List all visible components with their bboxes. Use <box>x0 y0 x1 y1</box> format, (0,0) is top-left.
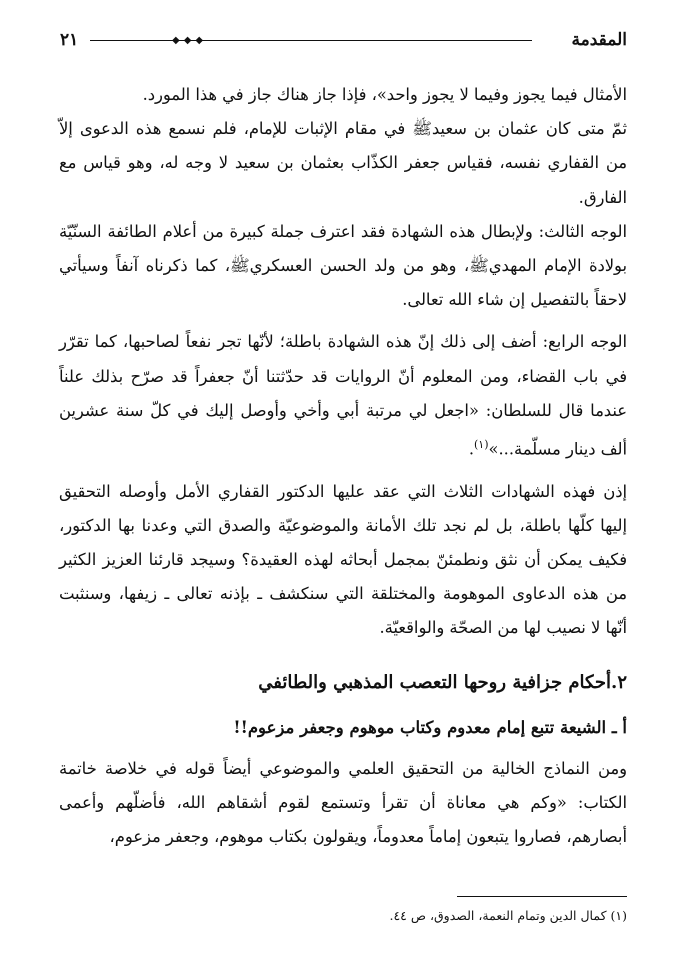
continuation-text <box>59 752 627 855</box>
page-header <box>60 30 627 56</box>
paragraph: الوجه الثالث: ولإبطال هذه الشهادة فقد اعترف جملة كبيرة من أعلام الطائفة السنّيّة بولادة الإمام المهديﷺ، وهو من ولد الحسن العسكريﷺ، كما ذكرناه آنفاً وسيأتي لاحقاً بالتفصيل إن شاء الله تعالى. <box>59 221 627 310</box>
paragraph: إذن فهذه الشهادات الثلاث التي عقد عليها الدكتور القفاري الأمل وأوصله التحقيق إليها كلّها باطلة، بل لم نجد تلك الأمانة والموضوعيّة والصدق التي وعدنا بها الدكتور، فكيف يمكن أن نثق ونطمئنّ بمجمل أبحاثه لهذه العقيدة؟ وسيجد قارئنا العزيز الكثير من هذه الدعاوى الموهومة والمختلقة التي سنكشف ـ بإذنه تعالى ـ زيفها، وسنثبت أنّها لا نصيب لها من الصحّة والواقعيّة. <box>59 481 627 638</box>
header-rule <box>90 40 532 41</box>
footnote: (١) كمال الدين وتمام النعمة، الصدوق، ص ٤٤. <box>389 908 627 923</box>
header-ornament-icon: ◆◆◆ <box>172 35 208 46</box>
sub-heading: أ ـ الشيعة تتبع إمام معدوم وكتاب موهوم وجعفر مزعوم!! <box>233 718 627 737</box>
footnote-reference: (١) <box>474 438 489 452</box>
running-title: المقدمة <box>571 30 627 50</box>
main-text <box>59 78 627 646</box>
section-heading: ٢.أحكام جزافية روحها التعصب المذهبي والطائفي <box>258 672 627 693</box>
paragraph: الأمثال فيما يجوز وفيما لا يجوز واحد»، فإذا جاز هناك جاز في هذا المورد. <box>142 85 627 104</box>
page-number: ٢١ <box>60 30 79 50</box>
paragraph: الوجه الرابع: أضف إلى ذلك إنّ هذه الشهادة باطلة؛ لأنّها تجر نفعاً لصاحبها، كما تقرّر في باب القضاء، ومن المعلوم أنّ الروايات قد حدّثتنا أنّ جعفراً قد صرّح بذلك علناً عندما قال للسلطان: «اجعل لي مرتبة أبي وأخي وأوصل إليك في كلّ سنة عشرين ألف دينار مسلّمة...»$^{(١)}$. <box>59 332 627 459</box>
footnote-divider <box>457 896 627 897</box>
paragraph: ومن النماذج الخالية من التحقيق العلمي والموضوعي أيضاً قوله في خلاصة خاتمة الكتاب: «وكم هي معاناة أن تقرأ وتستمع لقوم أشقاهم الله، فأضلّهم وأعمى أبصارهم، فصاروا يتبعون إماماً معدوماً، ويقولون بكتاب موهوم، وجعفر مزعوم، <box>59 759 627 847</box>
paragraph: ثمّ متى كان عثمان بن سعيدﷺ في مقام الإثبات للإمام، فلم نسمع هذه الدعوى إلاّ من القفاري نفسه، فقياس جعفر الكذّاب بعثمان بن سعيد لا وجه له، وهو قياس مع الفارق. <box>59 119 627 207</box>
paragraph-text: الوجه الرابع: أضف إلى ذلك إنّ هذه الشهادة باطلة؛ لأنّها تجر نفعاً لصاحبها، كما تقرّر في باب القضاء، ومن المعلوم أنّ الروايات قد حدّثتنا أنّ جعفراً قد صرّح بذلك علناً عندما قال للسلطان: «اجعل لي مرتبة أبي وأخي وأوصل إليك في كلّ سنة عشرين ألف دينار مسلّمة...» <box>59 332 627 459</box>
